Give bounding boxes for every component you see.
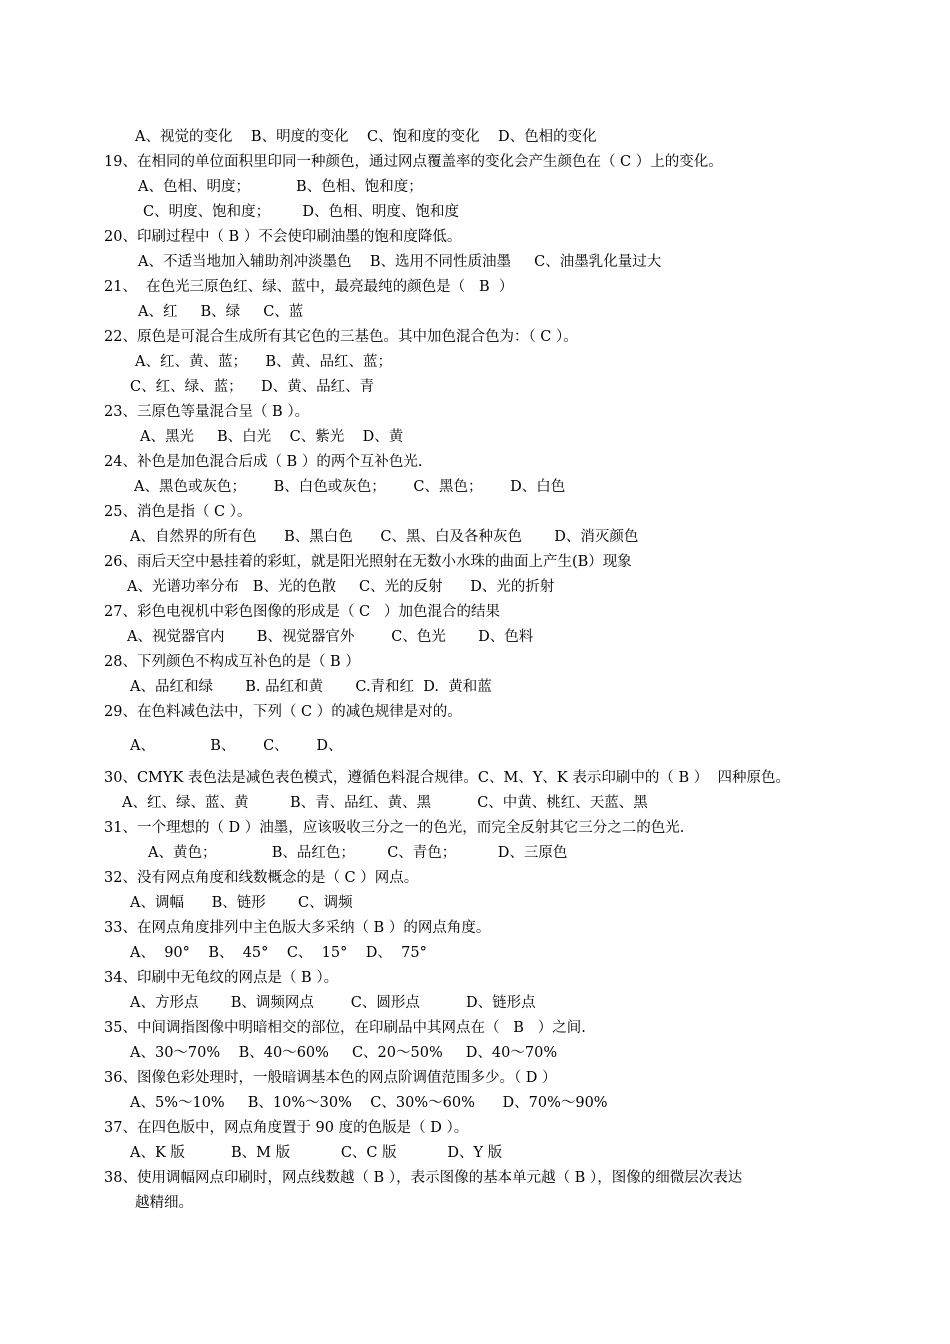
q24-options: A、黑色或灰色； B、白色或灰色； C、黑色； D、白色 xyxy=(134,479,566,495)
q32-question: 32、没有网点角度和线数概念的是（ C ）网点。 xyxy=(104,870,419,886)
q23-question: 23、三原色等量混合呈（ B ）。 xyxy=(104,404,310,420)
q25-question: 25、消色是指（ C ）。 xyxy=(104,504,252,520)
q33-question: 33、在网点角度排列中主色版大多采纳（ B ）的网点角度。 xyxy=(104,920,491,936)
q26-question: 26、雨后天空中悬挂着的彩虹，就是阳光照射在无数小水珠的曲面上产生(B）现象 xyxy=(104,554,632,570)
q27-question: 27、彩色电视机中彩色图像的形成是（ C ）加色混合的结果 xyxy=(104,604,500,620)
q22-options-ab: A、红、黄、蓝； B、黄、品红、蓝； xyxy=(135,354,393,370)
q34-options: A、方形点 B、调频网点 C、圆形点 D、链形点 xyxy=(130,995,536,1011)
q29-question: 29、在色料减色法中，下列（ C ）的减色规律是对的。 xyxy=(104,704,462,720)
q30-question: 30、CMYK 表色法是减色表色模式，遵循色料混合规律。C、M、Y、K 表示印刷中的（ B ） 四种原色。 xyxy=(104,770,790,786)
q36-question: 36、图像色彩处理时，一般暗调基本色的网点阶调值范围多少。（ D ） xyxy=(104,1070,557,1086)
q22-question: 22、原色是可混合生成所有其它色的三基色。其中加色混合色为：（ C ）。 xyxy=(104,329,578,345)
q19-question: 19、在相同的单位面积里印同一种颜色，通过网点覆盖率的变化会产生颜色在（ C ）上的变化。 xyxy=(104,154,723,170)
q21-question: 21、 在色光三原色红、绿、蓝中，最亮最纯的颜色是（ B ） xyxy=(104,279,514,295)
q30-options: A、红、绿、蓝、黄 B、青、品红、黄、黑 C、中黄、桃红、天蓝、黑 xyxy=(122,795,648,811)
q21-options: A、红 B、绿 C、蓝 xyxy=(138,304,304,320)
q31-options: A、黄色； B、品红色； C、青色； D、三原色 xyxy=(148,845,568,861)
q20-options: A、不适当地加入辅助剂冲淡墨色 B、选用不同性质油墨 C、油墨乳化量过大 xyxy=(138,254,662,270)
q29-options: A、 B、 C、 D、 xyxy=(130,738,343,754)
q18-options: A、视觉的变化 B、明度的变化 C、饱和度的变化 D、色相的变化 xyxy=(135,129,597,145)
q32-options: A、调幅 B、链形 C、调频 xyxy=(130,895,353,911)
q28-options: A、品红和绿 B. 品红和黄 C.青和红 D. 黄和蓝 xyxy=(130,679,492,695)
q27-options: A、视觉器官内 B、视觉器官外 C、色光 D、色料 xyxy=(127,629,534,645)
q38-question: 38、使用调幅网点印刷时，网点线数越（ B ），表示图像的基本单元越（ B ），图像的细微层次表达 xyxy=(104,1170,743,1186)
q19-options-ab: A、色相、明度； B、色相、饱和度； xyxy=(138,179,423,195)
q20-question: 20、印刷过程中（ B ）不会使印刷油墨的饱和度降低。 xyxy=(104,229,462,245)
q36-options: A、5%～10% B、10%～30% C、30%～60% D、70%～90% xyxy=(130,1095,608,1111)
q33-options: A、 90° B、 45° C、 15° D、 75° xyxy=(130,945,427,961)
q25-options: A、自然界的所有色 B、黑白色 C、黑、白及各种灰色 D、消灭颜色 xyxy=(130,529,639,545)
q19-options-cd: C、明度、饱和度； D、色相、明度、饱和度 xyxy=(143,204,459,220)
q35-question: 35、中间调指图像中明暗相交的部位，在印刷品中其网点在（ B ）之间. xyxy=(104,1020,586,1036)
q24-question: 24、补色是加色混合后成（ B ）的两个互补色光. xyxy=(104,454,423,470)
q26-options: A、光谱功率分布 B、光的色散 C、光的反射 D、光的折射 xyxy=(127,579,555,595)
q37-options: A、K 版 B、M 版 C、C 版 D、Y 版 xyxy=(130,1145,503,1161)
q34-question: 34、印刷中无龟纹的网点是（ B ）。 xyxy=(104,970,339,986)
q35-options: A、30～70% B、40～60% C、20～50% D、40～70% xyxy=(130,1045,558,1061)
q28-question: 28、下列颜色不构成互补色的是（ B ） xyxy=(104,654,360,670)
q23-options: A、黑光 B、白光 C、紫光 D、黄 xyxy=(140,429,404,445)
q38-continuation: 越精细。 xyxy=(135,1195,193,1211)
q31-question: 31、一个理想的（ D ）油墨，应该吸收三分之一的色光，而完全反射其它三分之二的色光. xyxy=(104,820,685,836)
q37-question: 37、在四色版中，网点角度置于 90 度的色版是（ D ）。 xyxy=(104,1120,469,1136)
q22-options-cd: C、红、绿、蓝； D、黄、品红、青 xyxy=(130,379,375,395)
